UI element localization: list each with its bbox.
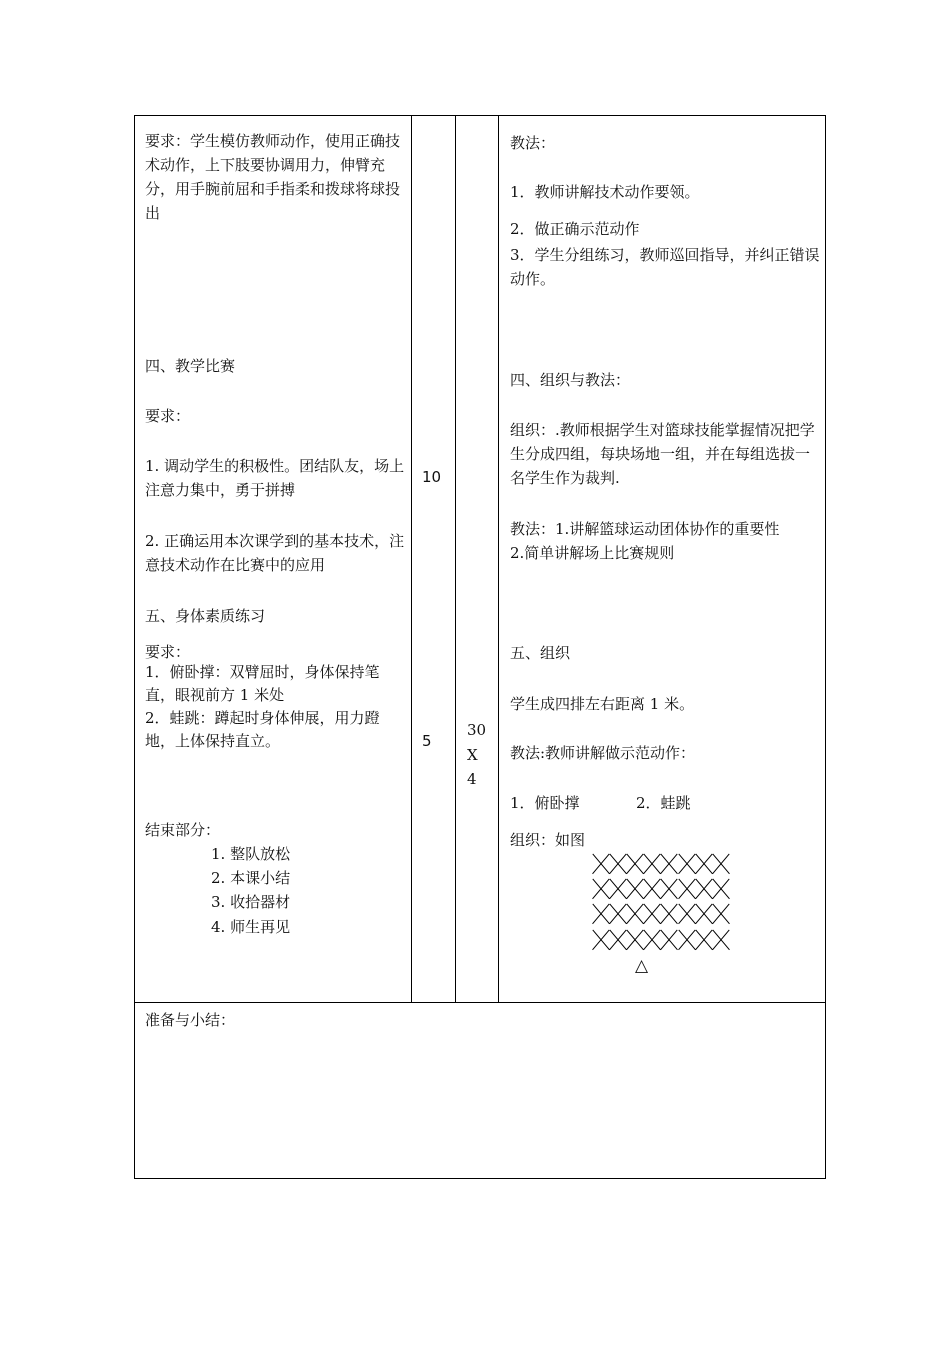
practice-requirements: 要求：学生模仿教师动作，使用正确技术动作，上下肢要协调用力，伸臂充分，用手腕前屈和手指柔和拨球将球投出 <box>145 132 401 222</box>
reps-value-line-1: 30 <box>467 721 487 739</box>
method-title: 教法： <box>510 134 556 152</box>
student-cross-icon <box>695 878 712 900</box>
section-4-organization: 组织：.教师根据学生对篮球技能掌握情况把学生分成四组，每块场地一组，并在每组选拔一名学生作为裁判. <box>510 421 815 487</box>
student-cross-icon <box>712 929 729 951</box>
student-cross-icon <box>592 903 609 925</box>
method-item-3: 3．学生分组练习，教师巡回指导，并纠正错误动作。 <box>510 246 820 288</box>
student-cross-icon <box>678 878 695 900</box>
student-cross-icon <box>712 853 729 875</box>
student-cross-icon <box>644 878 661 900</box>
section-4-method-line-2: 2.简单讲解场上比赛规则 <box>510 544 675 562</box>
student-cross-icon <box>609 853 626 875</box>
section-5-requirement-2: 2．蛙跳：蹲起时身体伸展，用力蹬地，上体保持直立。 <box>145 709 380 750</box>
method-item-1: 1．教师讲解技术动作要领。 <box>510 183 700 201</box>
time-value-fitness: 5 <box>422 732 432 750</box>
student-cross-icon <box>592 929 609 951</box>
reps-value-line-3: 4 <box>467 770 477 788</box>
column-divider-time <box>411 115 412 1003</box>
section-4-org-title: 四、组织与教法： <box>510 371 631 389</box>
student-cross-icon <box>661 929 678 951</box>
student-cross-icon <box>644 929 661 951</box>
section-5-requirements-label: 要求： <box>145 643 191 661</box>
closing-item-2: 2. 本课小结 <box>211 869 291 887</box>
closing-title: 结束部分： <box>145 821 221 839</box>
student-cross-icon <box>644 853 661 875</box>
section-4-method-line-1: 教法：1.讲解篮球运动团体协作的重要性 <box>510 520 780 538</box>
student-cross-icon <box>609 929 626 951</box>
section-5-organization-label: 组织：如图 <box>510 831 586 849</box>
student-cross-icon <box>678 853 695 875</box>
section-5-formation: 学生成四排左右距离 1 米。 <box>510 695 695 713</box>
student-cross-icon <box>661 878 678 900</box>
section-5-method: 教法:教师讲解做示范动作： <box>510 744 696 762</box>
preparation-summary-label: 准备与小结： <box>145 1011 236 1029</box>
section-5-exercise-1: 1．俯卧撑 <box>510 794 580 812</box>
section-5-requirement-1: 1．俯卧撑：双臂屈时，身体保持笔直，眼视前方 1 米处 <box>145 663 380 704</box>
column-divider-method <box>498 115 499 1003</box>
reps-value-line-2: X <box>467 746 478 764</box>
student-cross-icon <box>678 903 695 925</box>
student-cross-icon <box>678 929 695 951</box>
section-4-requirement-1: 1. 调动学生的积极性。团结队友，场上注意力集中，勇于拼搏 <box>145 457 405 499</box>
section-4-requirements-label: 要求： <box>145 407 191 425</box>
student-cross-icon <box>695 853 712 875</box>
student-cross-icon <box>626 929 643 951</box>
formation-row-1 <box>592 853 730 875</box>
row-divider-footer <box>134 1002 826 1003</box>
teacher-triangle-icon: △ <box>635 956 649 976</box>
student-cross-icon <box>712 903 729 925</box>
formation-row-4 <box>592 929 730 951</box>
student-cross-icon <box>661 853 678 875</box>
formation-row-2 <box>592 878 730 900</box>
formation-row-3 <box>592 903 730 925</box>
section-5-title: 五、身体素质练习 <box>145 607 266 625</box>
student-cross-icon <box>626 903 643 925</box>
closing-item-3: 3. 收拾器材 <box>211 893 291 911</box>
student-cross-icon <box>712 878 729 900</box>
student-cross-icon <box>695 903 712 925</box>
section-5-org-title: 五、组织 <box>510 644 571 662</box>
student-cross-icon <box>609 878 626 900</box>
student-cross-icon <box>661 903 678 925</box>
closing-item-1: 1. 整队放松 <box>211 845 291 863</box>
student-cross-icon <box>644 903 661 925</box>
student-cross-icon <box>609 903 626 925</box>
section-4-title: 四、教学比赛 <box>145 357 236 375</box>
closing-item-4: 4. 师生再见 <box>211 918 291 936</box>
column-divider-reps <box>455 115 456 1003</box>
student-cross-icon <box>626 878 643 900</box>
student-cross-icon <box>592 878 609 900</box>
section-4-requirement-2: 2. 正确运用本次课学到的基本技术，注意技术动作在比赛中的应用 <box>145 532 405 574</box>
method-item-2: 2．做正确示范动作 <box>510 220 640 238</box>
time-value-match: 10 <box>422 468 442 486</box>
student-cross-icon <box>695 929 712 951</box>
section-5-exercise-2: 2．蛙跳 <box>636 794 691 812</box>
student-cross-icon <box>592 853 609 875</box>
student-cross-icon <box>626 853 643 875</box>
